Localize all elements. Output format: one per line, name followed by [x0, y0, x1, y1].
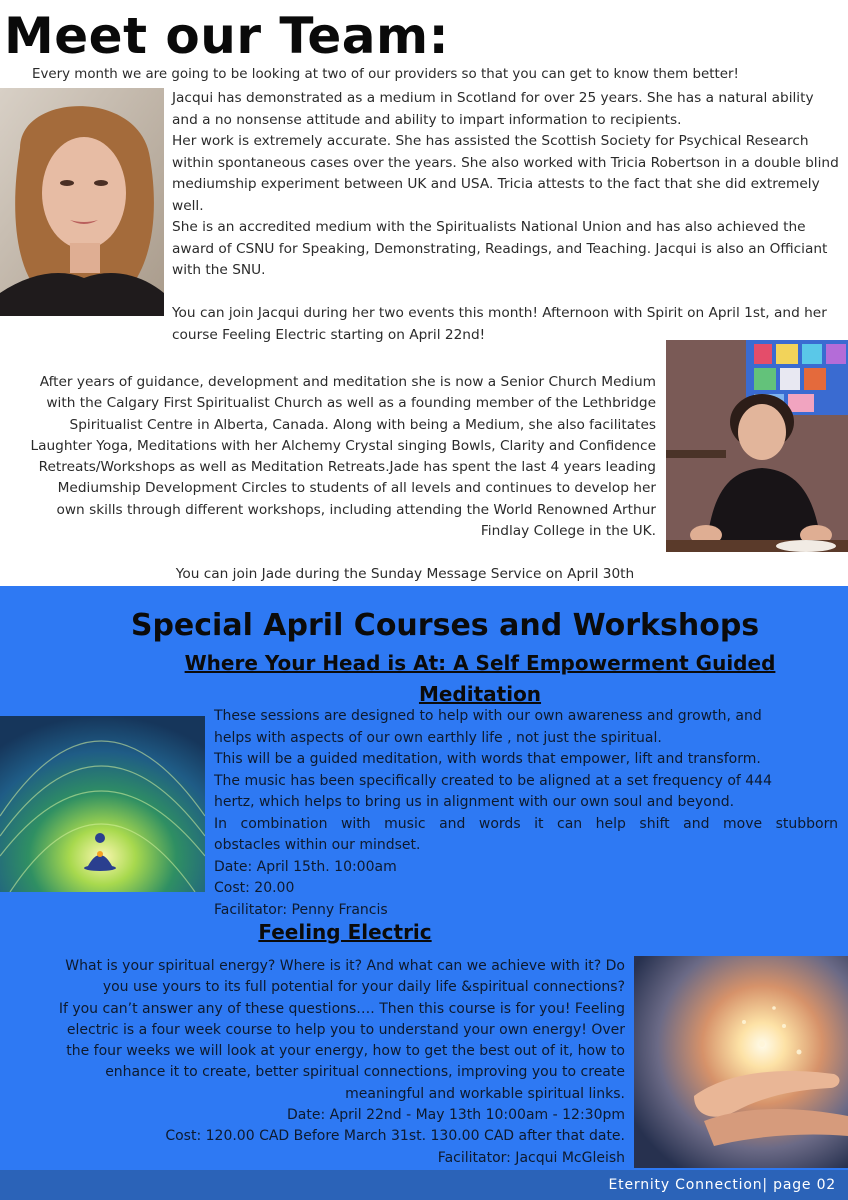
meditation-line: These sessions are designed to help with our own awareness and growth, and: [214, 708, 762, 724]
intro-text: Every month we are going to be looking at two of our providers so that you can get to know them better!: [32, 67, 739, 82]
meditation-course-title: [180, 648, 780, 710]
jade-photo: [666, 340, 848, 552]
jade-bio-line: Laughter Yoga, Meditations with her Alchemy Crystal singing Bowls, Clarity and Confidence: [30, 437, 656, 454]
meditation-line: The music has been specifically created to be aligned at a set frequency of 444: [214, 772, 772, 789]
feeling-electric-date: Date: April 22nd - May 13th 10:00am - 12:30pm: [286, 1107, 625, 1124]
meditation-line: obstacles within our mindset.: [214, 837, 421, 853]
feeling-electric-line: What is your spiritual energy? Where is it? And what can we achieve with it? Do: [65, 958, 625, 974]
feeling-electric-description: [10, 956, 625, 1169]
meditation-line: hertz, which helps to bring us in alignment with our own soul and beyond.: [214, 794, 735, 810]
jade-events: You can join Jade during the Sunday Message Service on April 30th: [175, 566, 635, 582]
jade-bio-line: Findlay College in the UK.: [480, 523, 656, 540]
feeling-electric-title: Feeling Electric: [258, 920, 432, 944]
jade-bio-line: Spiritualist Centre in Alberta, Canada. Along with being a Medium, she also facilitates: [69, 416, 656, 433]
page-title: Meet our Team:: [4, 7, 450, 65]
footer-text: Eternity Connection| page 02: [608, 1177, 836, 1193]
jade-bio-line: Mediumship Development Circles to students of all levels and continues to develop her: [57, 480, 656, 497]
hands-light-image: [634, 956, 848, 1168]
meditation-image: [0, 716, 205, 892]
feeling-electric-cost: Cost: 120.00 CAD Before March 31st. 130.00 CAD after that date.: [165, 1128, 625, 1145]
jacqui-bio-paragraph: Jacqui has demonstrated as a medium in Scotland for over 25 years. She has a natural ability and a no nonsense attitude and ability to impart information to recipients.: [172, 90, 814, 128]
meditation-cost: Cost: 20.00: [214, 880, 295, 896]
meditation-description: [214, 706, 838, 921]
jade-bio-line: own skills through different workshops, including attending the World Renowned Arthur: [56, 501, 656, 518]
meditation-title-line: Where Your Head is At: A Self Empowerment Guided: [184, 651, 776, 675]
feeling-electric-facilitator: Facilitator: Jacqui McGleish: [437, 1149, 625, 1166]
meditation-facilitator: Facilitator: Penny Francis: [214, 901, 388, 918]
feeling-electric-line: meaningful and workable spiritual links.: [345, 1085, 625, 1102]
meditation-line: helps with aspects of our own earthly life , not just the spiritual.: [214, 729, 662, 746]
jade-bio: [6, 372, 656, 542]
meditation-line: This will be a guided meditation, with words that empower, lift and transform.: [214, 751, 761, 767]
jacqui-bio: [172, 88, 840, 346]
jacqui-bio-paragraph: She is an accredited medium with the Spiritualists National Union and has also achieved the award of CSNU for Speaking, Demonstrating, Readings, and Teaching. Jacqui is also an Officiant with the SNU.: [172, 219, 828, 278]
feeling-electric-line: If you can’t answer any of these questions…. Then this course is for you! Feeling: [58, 1000, 625, 1017]
feeling-electric-line: electric is a four week course to help you to understand your own energy! Over: [66, 1021, 625, 1038]
feeling-electric-line: enhance it to create, better spiritual connections, improving you to create: [105, 1064, 625, 1081]
jade-bio-line: with the Calgary First Spiritualist Church as well as a founding member of the Lethbridge: [46, 395, 656, 412]
jacqui-bio-paragraph: Her work is extremely accurate. She has assisted the Scottish Society for Psychical Research within spontaneous cases over the years. She also worked with Tricia Robertson in a double blind mediumship experiment between UK and USA. Tricia attests to the fact that she did extremely well.: [172, 133, 839, 214]
jacqui-events: You can join Jacqui during her two events this month! Afternoon with Spirit on April 1st, and her course Feeling Electric starting on April 22nd!: [172, 305, 827, 343]
meditation-line: In combination with music and words it can help shift and move stubborn: [214, 815, 838, 832]
meditation-date: Date: April 15th. 10:00am: [214, 858, 397, 875]
jacqui-photo: [0, 88, 164, 316]
feeling-electric-line: the four weeks we will look at your energy, how to get the best out of it, how to: [66, 1043, 625, 1060]
page-footer: [0, 1170, 848, 1200]
courses-section-title: Special April Courses and Workshops: [130, 608, 760, 643]
meditation-title-line: Meditation: [418, 682, 542, 706]
feeling-electric-line: you use yours to its full potential for your daily life &spiritual connections?: [102, 979, 625, 996]
jade-bio-line: After years of guidance, development and meditation she is now a Senior Church Medium: [39, 374, 656, 390]
jade-bio-line: Retreats/Workshops as well as Meditation Retreats.Jade has spent the last 4 years leading: [38, 459, 656, 476]
